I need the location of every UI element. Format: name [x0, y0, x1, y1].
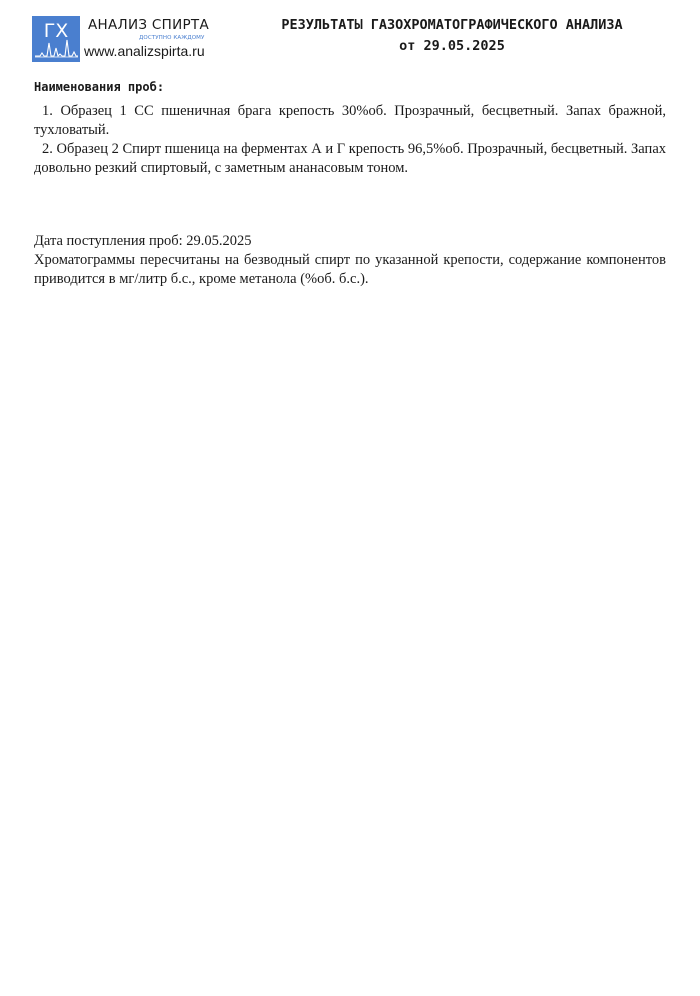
samples-heading: Наименования проб: [34, 80, 165, 94]
chromatogram-peaks-icon [32, 16, 80, 62]
sample-list [34, 102, 666, 178]
intake-section [34, 232, 666, 289]
logo-tagline: ДОСТУПНО КАЖДОМУ [139, 35, 205, 41]
sample-item-1: 1. Образец 1 СС пшеничная брага крепость 30%об. Прозрачный, бесцветный. Запах бражной, тухловатый. [34, 103, 666, 138]
sample-item-2: 2. Образец 2 Спирт пшеница на ферментах А и Г крепость 96,5%об. Прозрачный, бесцветный. Запах довольно резкий спиртовый, с заметным ананасовым тоном. [34, 141, 666, 176]
logo-url: www.analizspirta.ru [84, 43, 205, 59]
report-header [236, 15, 668, 57]
logo-mark: ГХ [43, 20, 69, 42]
report-title: РЕЗУЛЬТАТЫ ГАЗОХРОМАТОГРАФИЧЕСКОГО АНАЛИЗА [281, 17, 623, 33]
recalculation-note: Хроматограммы пересчитаны на безводный спирт по указанной крепости, содержание компонентов приводится в мг/литр б.с., кроме метанола (%об. б.с.). [34, 252, 666, 287]
company-logo [32, 16, 232, 62]
logo-title: АНАЛИЗ СПИРТА [88, 17, 210, 33]
intake-date: Дата поступления проб: 29.05.2025 [34, 233, 252, 249]
report-date: от 29.05.2025 [399, 38, 505, 54]
